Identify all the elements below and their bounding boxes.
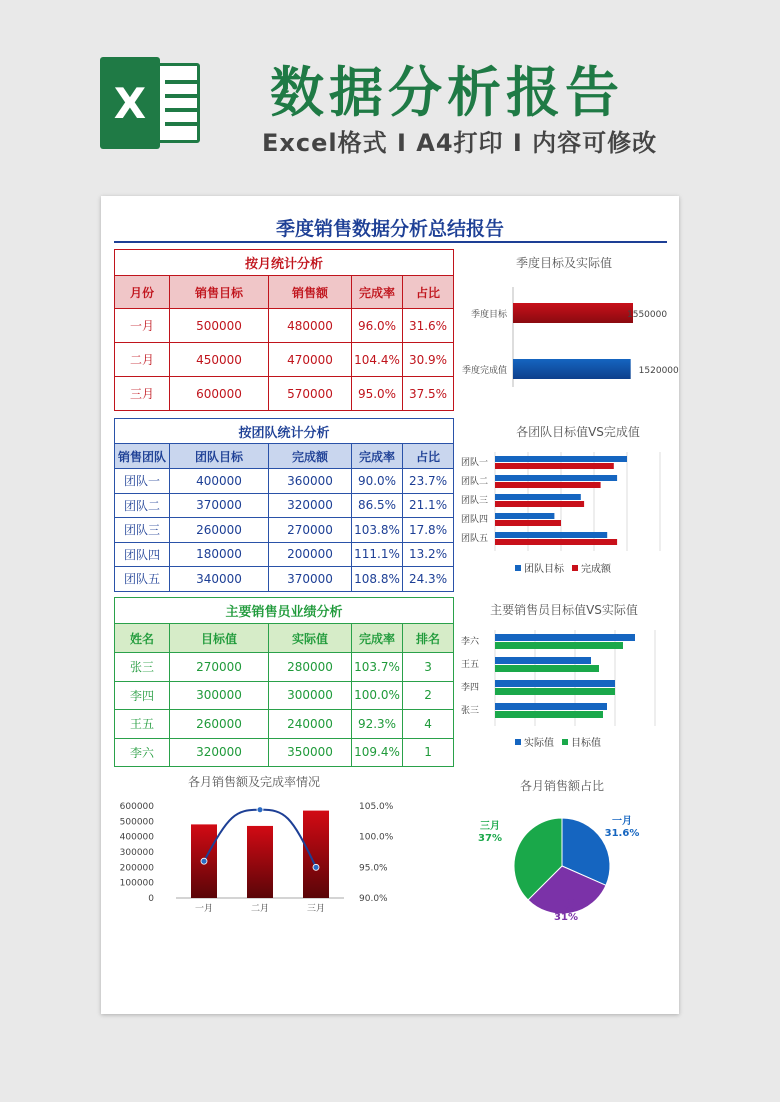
banner-title: 数据分析报告: [270, 61, 624, 124]
table-cell: 360000: [269, 469, 352, 494]
table-cell: 300000: [170, 681, 269, 710]
category-label: 团队三: [461, 496, 489, 506]
tick-label: 0: [148, 894, 154, 904]
category-label: 团队五: [461, 534, 489, 544]
table-row: [115, 542, 454, 567]
category-label: 团队四: [461, 515, 489, 525]
bar: [495, 680, 615, 687]
table-cell: 13.2%: [403, 542, 454, 567]
table-cell: 90.0%: [352, 469, 403, 494]
legend-swatch: [515, 565, 521, 571]
data-label: 1520000: [638, 366, 679, 376]
team-table-caption: 按团队统计分析: [115, 419, 454, 444]
line-point: [313, 864, 319, 870]
bar: [495, 642, 623, 649]
bar: [495, 688, 615, 695]
tick-label: 600000: [119, 802, 154, 812]
slice-label: 一月: [612, 816, 632, 827]
column-header: 完成率: [352, 444, 403, 469]
chart-title: 各月销售额占比: [519, 779, 605, 793]
table-cell: 320000: [269, 493, 352, 518]
table-cell: 180000: [170, 542, 269, 567]
table-row: [115, 567, 454, 592]
table-cell: 86.5%: [352, 493, 403, 518]
bar: [495, 711, 603, 718]
column-header: 销售额: [269, 276, 352, 309]
table-cell: 团队三: [115, 518, 170, 543]
chart-title: 季度目标及实际值: [515, 256, 613, 270]
table-cell: 320000: [170, 738, 269, 767]
table-cell: 张三: [115, 653, 170, 682]
line-point: [257, 807, 263, 813]
staff-table-header: [115, 624, 454, 653]
column-header: 完成率: [352, 624, 403, 653]
bar: [303, 811, 329, 898]
table-row: [115, 653, 454, 682]
slice-percent: 31%: [554, 912, 578, 923]
table-cell: 21.1%: [403, 493, 454, 518]
table-cell: 109.4%: [352, 738, 403, 767]
bar: [513, 359, 631, 379]
bar: [513, 303, 633, 323]
category-label: 季度目标: [470, 310, 507, 320]
excel-logo-letter: X: [100, 57, 160, 149]
table-cell: 三月: [115, 377, 170, 411]
column-header: 实际值: [269, 624, 352, 653]
table-cell: 300000: [269, 681, 352, 710]
category-label: 团队一: [461, 458, 489, 468]
table-row: [115, 681, 454, 710]
table-cell: 370000: [170, 493, 269, 518]
table-row: [115, 377, 454, 411]
table-cell: 23.7%: [403, 469, 454, 494]
share-chart: [446, 774, 668, 939]
table-cell: 王五: [115, 710, 170, 739]
bar: [495, 520, 561, 526]
bar: [495, 475, 617, 481]
slice-label: 三月: [480, 821, 500, 832]
staff-table: [114, 597, 454, 767]
table-cell: 260000: [170, 518, 269, 543]
table-cell: 团队四: [115, 542, 170, 567]
bar: [495, 501, 584, 507]
table-cell: 1: [403, 738, 454, 767]
table-cell: 260000: [170, 710, 269, 739]
staff-table-caption: 主要销售员业绩分析: [115, 598, 454, 624]
table-row: [115, 710, 454, 739]
table-cell: 李六: [115, 738, 170, 767]
chart-title: 各月销售额及完成率情况: [187, 775, 321, 789]
table-row: [115, 469, 454, 494]
slice-percent: 31.6%: [604, 828, 640, 839]
table-cell: 240000: [269, 710, 352, 739]
bar: [495, 456, 627, 462]
table-cell: 570000: [269, 377, 352, 411]
category-label: 一月: [194, 904, 214, 914]
tick-label: 100000: [119, 878, 154, 889]
excel-icon: [100, 57, 210, 149]
report-title: 季度销售数据分析总结报告: [275, 218, 504, 240]
slice-label: 二月: [556, 900, 576, 911]
table-cell: 30.9%: [403, 343, 454, 377]
category-label: 张三: [461, 706, 480, 716]
table-cell: 2: [403, 681, 454, 710]
legend-label: 团队目标: [524, 564, 564, 575]
staff-chart: [458, 598, 670, 758]
column-header: 排名: [403, 624, 454, 653]
column-header: 销售团队: [115, 444, 170, 469]
monthly-chart: [114, 774, 414, 929]
column-header: 完成率: [352, 276, 403, 309]
team-table-header: [115, 444, 454, 469]
legend-label: 实际值: [524, 738, 554, 749]
table-cell: 团队二: [115, 493, 170, 518]
table-cell: 370000: [269, 567, 352, 592]
bar: [495, 532, 607, 538]
tick-label: 200000: [119, 863, 154, 874]
table-cell: 400000: [170, 469, 269, 494]
category-label: 季度完成值: [461, 366, 507, 376]
table-cell: 4: [403, 710, 454, 739]
table-cell: 470000: [269, 343, 352, 377]
table-cell: 24.3%: [403, 567, 454, 592]
category-label: 李四: [461, 683, 480, 693]
category-label: 团队二: [461, 477, 489, 487]
table-cell: 92.3%: [352, 710, 403, 739]
column-header: 团队目标: [170, 444, 269, 469]
table-cell: 600000: [170, 377, 269, 411]
team-table: [114, 418, 454, 592]
tick-label: 105.0%: [359, 802, 394, 812]
data-label: 1550000: [627, 310, 668, 320]
table-cell: 团队五: [115, 567, 170, 592]
tick-label: 95.0%: [359, 863, 388, 874]
table-cell: 团队一: [115, 469, 170, 494]
table-cell: 111.1%: [352, 542, 403, 567]
column-header: 完成额: [269, 444, 352, 469]
chart-title: 主要销售员目标值VS实际值: [490, 603, 638, 617]
table-cell: 二月: [115, 343, 170, 377]
table-row: [115, 738, 454, 767]
table-cell: 450000: [170, 343, 269, 377]
table-cell: 96.0%: [352, 309, 403, 343]
tick-label: 400000: [119, 832, 154, 843]
slice-percent: 37%: [478, 833, 502, 844]
column-header: 占比: [403, 276, 454, 309]
bar: [495, 634, 635, 641]
tick-label: 500000: [119, 817, 154, 828]
column-header: 姓名: [115, 624, 170, 653]
tick-label: 100.0%: [359, 832, 394, 843]
legend-swatch: [562, 739, 568, 745]
bar: [495, 657, 591, 664]
table-cell: 李四: [115, 681, 170, 710]
table-cell: 3: [403, 653, 454, 682]
category-label: 李六: [461, 637, 480, 647]
bar: [495, 463, 614, 469]
legend-label: 目标值: [571, 738, 601, 749]
monthly-table-caption: 按月统计分析: [115, 250, 454, 276]
category-label: 三月: [306, 904, 326, 914]
legend-swatch: [572, 565, 578, 571]
table-cell: 37.5%: [403, 377, 454, 411]
table-cell: 340000: [170, 567, 269, 592]
table-cell: 17.8%: [403, 518, 454, 543]
category-label: 二月: [250, 904, 270, 914]
table-cell: 104.4%: [352, 343, 403, 377]
banner: [0, 0, 780, 190]
bar: [495, 494, 581, 500]
tick-label: 90.0%: [359, 894, 388, 904]
table-cell: 480000: [269, 309, 352, 343]
bar: [495, 665, 599, 672]
legend-label: 完成额: [581, 564, 611, 575]
table-cell: 100.0%: [352, 681, 403, 710]
table-row: [115, 343, 454, 377]
table-cell: 108.8%: [352, 567, 403, 592]
table-cell: 31.6%: [403, 309, 454, 343]
table-cell: 95.0%: [352, 377, 403, 411]
monthly-table: [114, 249, 454, 411]
report-paper: [101, 196, 679, 1014]
table-cell: 103.7%: [352, 653, 403, 682]
monthly-table-header: [115, 276, 454, 309]
bar: [495, 513, 554, 519]
legend-swatch: [515, 739, 521, 745]
teams-chart: [458, 420, 670, 586]
table-cell: 270000: [269, 518, 352, 543]
table-cell: 103.8%: [352, 518, 403, 543]
chart-title: 各团队目标值VS完成值: [516, 425, 640, 439]
bar: [247, 826, 273, 898]
table-row: [115, 309, 454, 343]
title-divider: [114, 241, 667, 243]
bar: [495, 482, 601, 488]
table-cell: 350000: [269, 738, 352, 767]
bar: [495, 703, 607, 710]
table-cell: 一月: [115, 309, 170, 343]
table-cell: 200000: [269, 542, 352, 567]
column-header: 占比: [403, 444, 454, 469]
line-point: [201, 858, 207, 864]
quarter-chart: [458, 251, 679, 411]
table-cell: 280000: [269, 653, 352, 682]
bar: [495, 539, 617, 545]
column-header: 销售目标: [170, 276, 269, 309]
tick-label: 300000: [119, 848, 154, 858]
category-label: 王五: [461, 660, 480, 670]
banner-subtitle: Excel格式 Ⅰ A4打印 Ⅰ 内容可修改: [262, 129, 658, 157]
table-cell: 500000: [170, 309, 269, 343]
table-row: [115, 493, 454, 518]
column-header: 月份: [115, 276, 170, 309]
table-row: [115, 518, 454, 543]
table-cell: 270000: [170, 653, 269, 682]
column-header: 目标值: [170, 624, 269, 653]
